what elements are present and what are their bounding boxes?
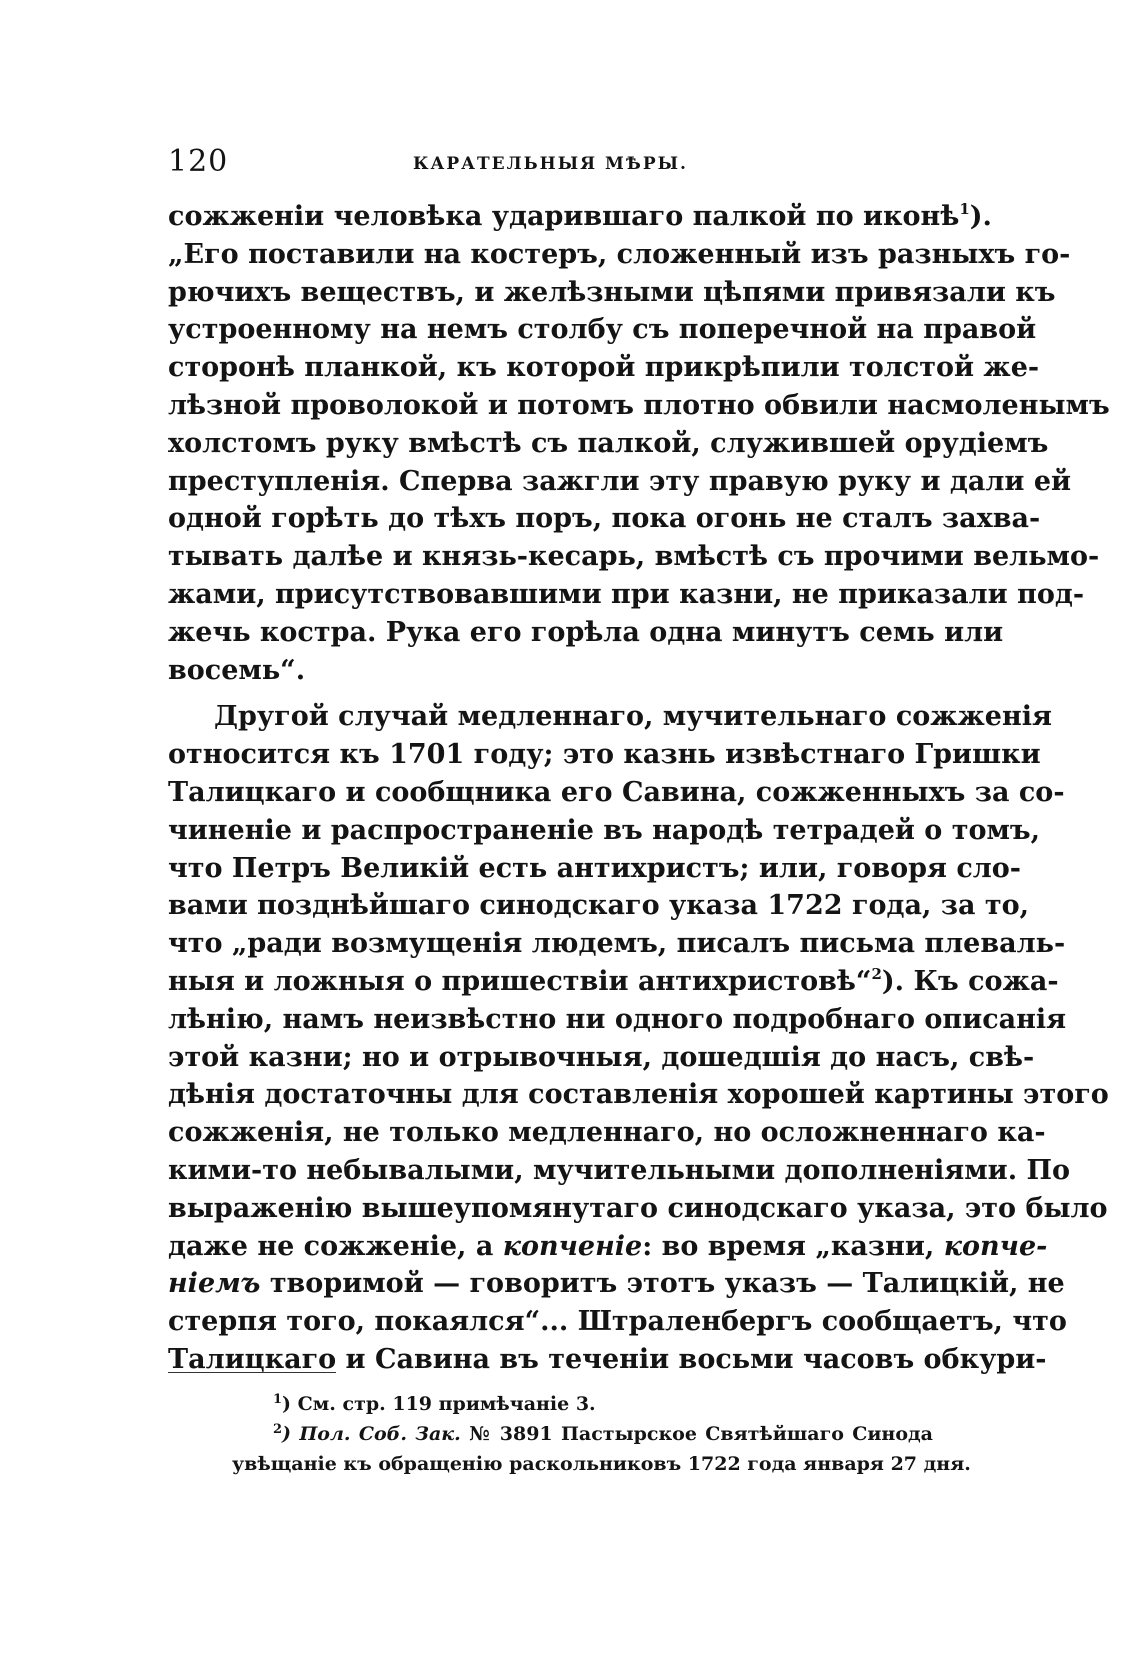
paragraph-gap	[168, 689, 933, 698]
text-line: Талицкаго и сообщника его Савина, сожженныхъ за со-	[168, 776, 1065, 808]
text-line: сторонѣ планкой, къ которой прикрѣпили толстой же-	[168, 352, 1040, 384]
text-line: что Петръ Великій есть антихристъ; или, говоря сло-	[168, 852, 1022, 884]
paragraph-2	[168, 698, 1109, 1378]
text-line: сожженіи человѣка ударившаго палкой по иконѣ$^1$).	[168, 200, 992, 232]
text-line: сожженія, не только медленнаго, но осложненнаго ка-	[168, 1117, 1046, 1149]
body-text	[168, 198, 1110, 1379]
text-line: вами позднѣйшаго синодскаго указа 1722 года, за то,	[168, 890, 1030, 922]
running-head: КАРАТЕЛЬНЫЯ МѢРЫ.	[413, 154, 688, 174]
text-line: холстомъ руку вмѣстѣ съ палкой, служившей орудіемъ	[168, 427, 1049, 459]
text-line: выраженію вышеупомянутаго синодскаго указа, это было	[168, 1192, 1108, 1224]
text-line: устроенному на немъ столбу съ поперечной на правой	[168, 314, 1037, 346]
text-line: лѣзной проволокой и потомъ плотно обвили насмоленымъ	[168, 389, 1110, 421]
text-line: тывать далѣе и князь-кесарь, вмѣстѣ съ прочими вельмо-	[168, 541, 1100, 573]
text-line: жами, присутствовавшими при казни, не приказали под-	[168, 578, 1085, 610]
text-line: ныя и ложныя о пришествіи антихристовѣ“$^2$). Къ сожа-	[168, 964, 1059, 997]
footnote-2-continued: увѣщаніе къ обращенію раскольниковъ 1722 года января 27 дня.	[232, 1453, 971, 1475]
text-line: относится къ 1701 году; это казнь извѣстнаго Гришки	[168, 739, 1041, 771]
text-line: одной горѣть до тѣхъ поръ, пока огонь не сталъ захва-	[168, 503, 1041, 535]
paragraph-1	[168, 198, 1110, 689]
footnote-marker: 2	[273, 1422, 283, 1437]
italic-term: копченіе	[502, 1230, 643, 1262]
footnote-ref: 1	[959, 200, 970, 218]
page-number: 120	[168, 144, 229, 179]
footnote-2: $^2$) Пол. Соб. Зак. № 3891 Пастырское Святѣйшаго Синода	[273, 1422, 933, 1445]
text-line: даже не сожженіе, а копченіе: во время „казни, копче-	[168, 1230, 1048, 1262]
text-line: „Его поставили на костеръ, сложенный изъ разныхъ го-	[168, 238, 1071, 270]
text-line: ніемъ творимой — говоритъ этотъ указъ — Талицкій, не	[168, 1268, 1065, 1300]
italic-term: копче-	[943, 1230, 1048, 1262]
text-line: жечь костра. Рука его горѣла одна минутъ семь или	[168, 616, 1004, 648]
footnotes	[168, 1389, 971, 1479]
page-header	[168, 144, 933, 184]
text-line: восемь“.	[168, 654, 306, 686]
text-line: кими-то небывалыми, мучительными дополненіями. По	[168, 1154, 1071, 1186]
text-line: этой казни; но и отрывочныя, дошедшія до насъ, свѣ-	[168, 1041, 1035, 1073]
footnote-separator	[168, 1372, 336, 1373]
text-line: стерпя того, покаялся“... Штраленбергъ сообщаетъ, что	[168, 1306, 1067, 1338]
text-line: дѣнія достаточны для составленія хорошей картины этого	[168, 1079, 1109, 1111]
footnote-marker: 1	[273, 1392, 283, 1407]
text-line: что „ради возмущенія людемъ, писалъ письма плеваль-	[168, 928, 1066, 960]
text-line: рючихъ веществъ, и желѣзными цѣпями привязали къ	[168, 276, 1056, 308]
text-line: Талицкаго и Савина въ теченіи восьми часовъ обкури-	[168, 1343, 1047, 1375]
source-abbreviation: ) Пол. Соб. Зак.	[282, 1423, 461, 1445]
footnote-1: $^1$) См. стр. 119 примѣчаніе 3.	[273, 1392, 596, 1415]
text-line: лѣнію, намъ неизвѣстно ни одного подробнаго описанія	[168, 1003, 1067, 1035]
text-line: Другой случай медленнаго, мучительнаго сожженія	[214, 701, 1052, 733]
text-line: чиненіе и распространеніе въ народѣ тетрадей о томъ,	[168, 814, 1041, 846]
italic-term: ніемъ	[168, 1268, 261, 1300]
text-line: преступленія. Сперва зажгли эту правую руку и дали ей	[168, 465, 1072, 497]
footnote-ref: 2	[871, 964, 882, 983]
